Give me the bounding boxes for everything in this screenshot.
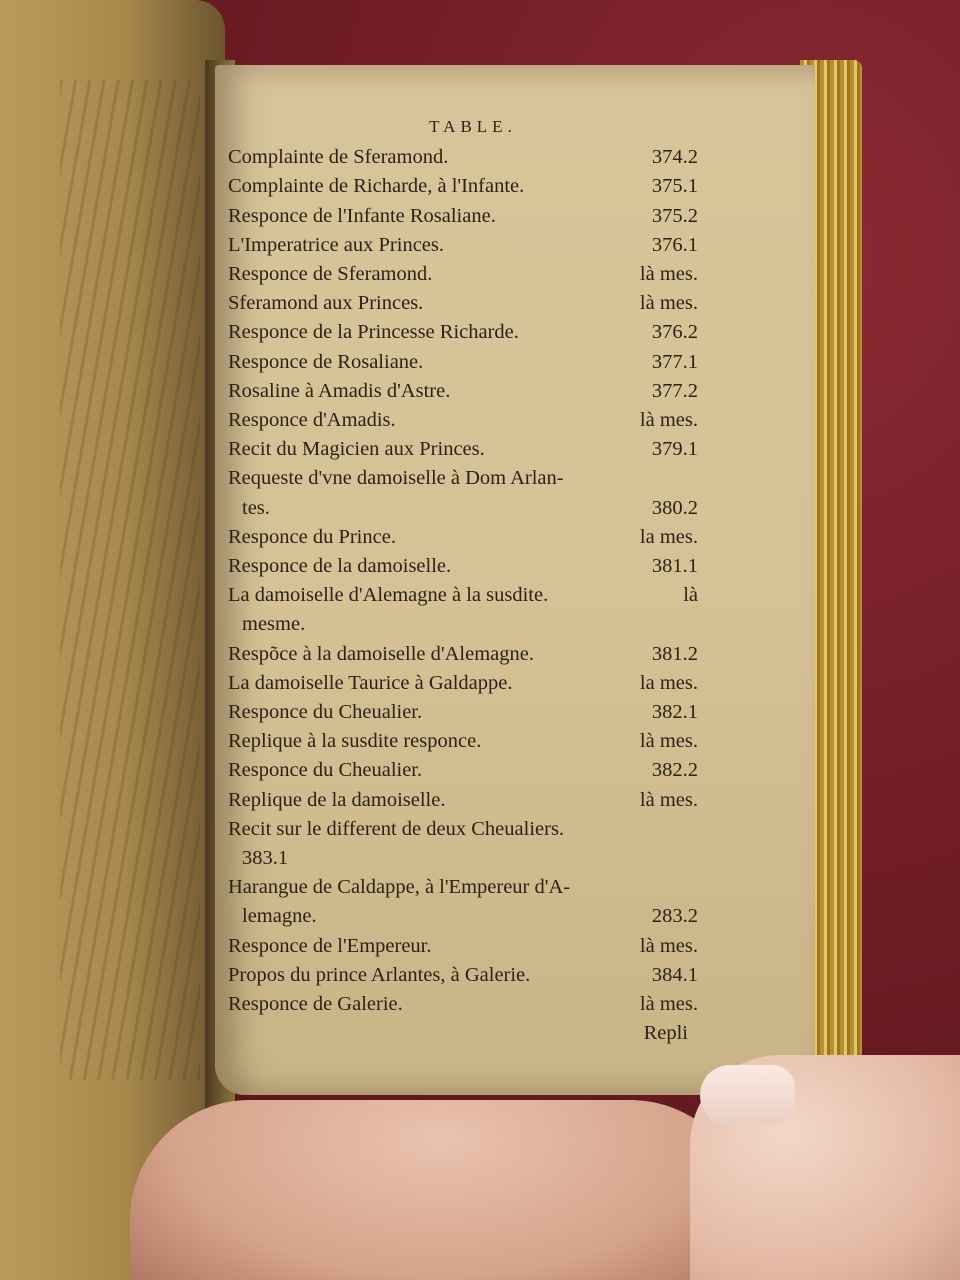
entry-page-ref: là mes. [639, 788, 698, 811]
toc-entry [228, 231, 698, 260]
entry-title: Responce du Cheualier. [228, 701, 423, 724]
toc-entry [228, 961, 698, 990]
toc-entry [228, 902, 698, 931]
toc-entry [228, 815, 698, 844]
toc-entry [228, 377, 698, 406]
entry-title: La damoiselle Taurice à Galdappe. [228, 671, 513, 694]
toc-entry [228, 143, 698, 172]
left-page-faded-text [60, 80, 200, 1080]
toc-entry [228, 756, 698, 785]
entry-page-ref [690, 844, 698, 873]
toc-entry [228, 669, 698, 698]
entry-title: 383.1 [242, 847, 289, 870]
toc-entry [228, 260, 698, 289]
entry-title: Requeste d'vne damoiselle à Dom Arlan- [228, 467, 564, 490]
left-page [0, 0, 225, 1280]
entry-title: Responce de la damoiselle. [228, 555, 452, 578]
entry-title: Responce de l'Empereur. [228, 934, 432, 957]
entry-title: Responce de Rosaliane. [228, 350, 424, 373]
entry-page-ref: 377.1 [651, 350, 698, 373]
entry-page-ref [690, 873, 698, 902]
entry-title: La damoiselle d'Alemagne à la susdite. [228, 584, 549, 607]
entry-title: L'Imperatrice aux Princes. [228, 233, 445, 256]
entry-page-ref: là [683, 584, 698, 607]
entry-page-ref: là mes. [639, 263, 698, 286]
toc-entry [228, 318, 698, 347]
entry-page-ref: là mes. [639, 993, 698, 1016]
entry-title: Responce du Prince. [228, 525, 396, 548]
entry-title: lemagne. [242, 905, 317, 928]
toc-entry [228, 640, 698, 669]
toc-entry [228, 202, 698, 231]
entry-page-ref: 375.1 [651, 175, 698, 198]
toc-entry [228, 289, 698, 318]
toc-entry [228, 348, 698, 377]
toc-entry [228, 727, 698, 756]
entry-title: Responce du Cheualier. [228, 759, 423, 782]
toc-entry [228, 464, 698, 493]
entry-page-ref: là mes. [639, 409, 698, 432]
entry-title: Responce de la Princesse Richarde. [228, 321, 519, 344]
table-of-contents [228, 112, 698, 1049]
entry-title: Rosaline à Amadis d'Astre. [228, 379, 451, 402]
toc-entry [228, 990, 698, 1019]
thumb-nail [700, 1065, 795, 1125]
entry-page-ref: 283.2 [651, 905, 698, 928]
entry-title: Complainte de Sferamond. [228, 146, 449, 169]
toc-entry [228, 844, 698, 873]
catchword: Repli [643, 1022, 688, 1045]
entry-list [228, 143, 698, 1019]
entry-page-ref: 381.2 [651, 642, 698, 665]
entry-title: Recit du Magicien aux Princes. [228, 438, 485, 461]
entry-page-ref: là mes. [639, 934, 698, 957]
entry-title: Sferamond aux Princes. [228, 292, 424, 315]
entry-page-ref [690, 610, 698, 639]
entry-page-ref: la mes. [639, 671, 698, 694]
toc-entry [228, 494, 698, 523]
entry-page-ref: là mes. [639, 292, 698, 315]
entry-title: Propos du prince Arlantes, à Galerie. [228, 963, 531, 986]
toc-entry [228, 698, 698, 727]
toc-entry [228, 172, 698, 201]
entry-page-ref: 384.1 [651, 963, 698, 986]
entry-title: Recit sur le different de deux Cheualiers. [228, 817, 565, 840]
toc-entry [228, 581, 698, 610]
entry-page-ref: 377.2 [651, 379, 698, 402]
entry-page-ref: 376.1 [651, 233, 698, 256]
entry-page-ref: 382.2 [651, 759, 698, 782]
entry-page-ref: la mes. [639, 525, 698, 548]
entry-title: Replique à la susdite responce. [228, 730, 482, 753]
entry-page-ref: 379.1 [651, 438, 698, 461]
entry-page-ref: 381.1 [651, 555, 698, 578]
hand-fingers [130, 1100, 750, 1280]
entry-page-ref [690, 815, 698, 844]
entry-title: Replique de la damoiselle. [228, 788, 446, 811]
entry-title: Responce d'Amadis. [228, 409, 396, 432]
toc-entry [228, 523, 698, 552]
entry-title: Complainte de Richarde, à l'Infante. [228, 175, 525, 198]
entry-page-ref: 382.1 [651, 701, 698, 724]
entry-page-ref: là mes. [639, 730, 698, 753]
entry-page-ref: 375.2 [651, 204, 698, 227]
entry-title: tes. [242, 496, 270, 519]
toc-entry [228, 932, 698, 961]
entry-page-ref: 376.2 [651, 321, 698, 344]
toc-entry [228, 435, 698, 464]
entry-title: mesme. [242, 613, 306, 636]
entry-page-ref: 374.2 [651, 146, 698, 169]
toc-entry [228, 786, 698, 815]
entry-title: Responce de Sferamond. [228, 263, 433, 286]
toc-entry [228, 610, 698, 639]
entry-page-ref: 380.2 [651, 496, 698, 519]
toc-entry [228, 873, 698, 902]
entry-title: Responce de l'Infante Rosaliane. [228, 204, 496, 227]
toc-entry [228, 552, 698, 581]
toc-entry [228, 406, 698, 435]
entry-title: Respõce à la damoiselle d'Alemagne. [228, 642, 534, 665]
entry-page-ref [690, 464, 698, 493]
entry-title: Harangue de Caldappe, à l'Empereur d'A- [228, 876, 571, 899]
page-header: TABLE. [429, 117, 517, 136]
entry-title: Responce de Galerie. [228, 993, 403, 1016]
